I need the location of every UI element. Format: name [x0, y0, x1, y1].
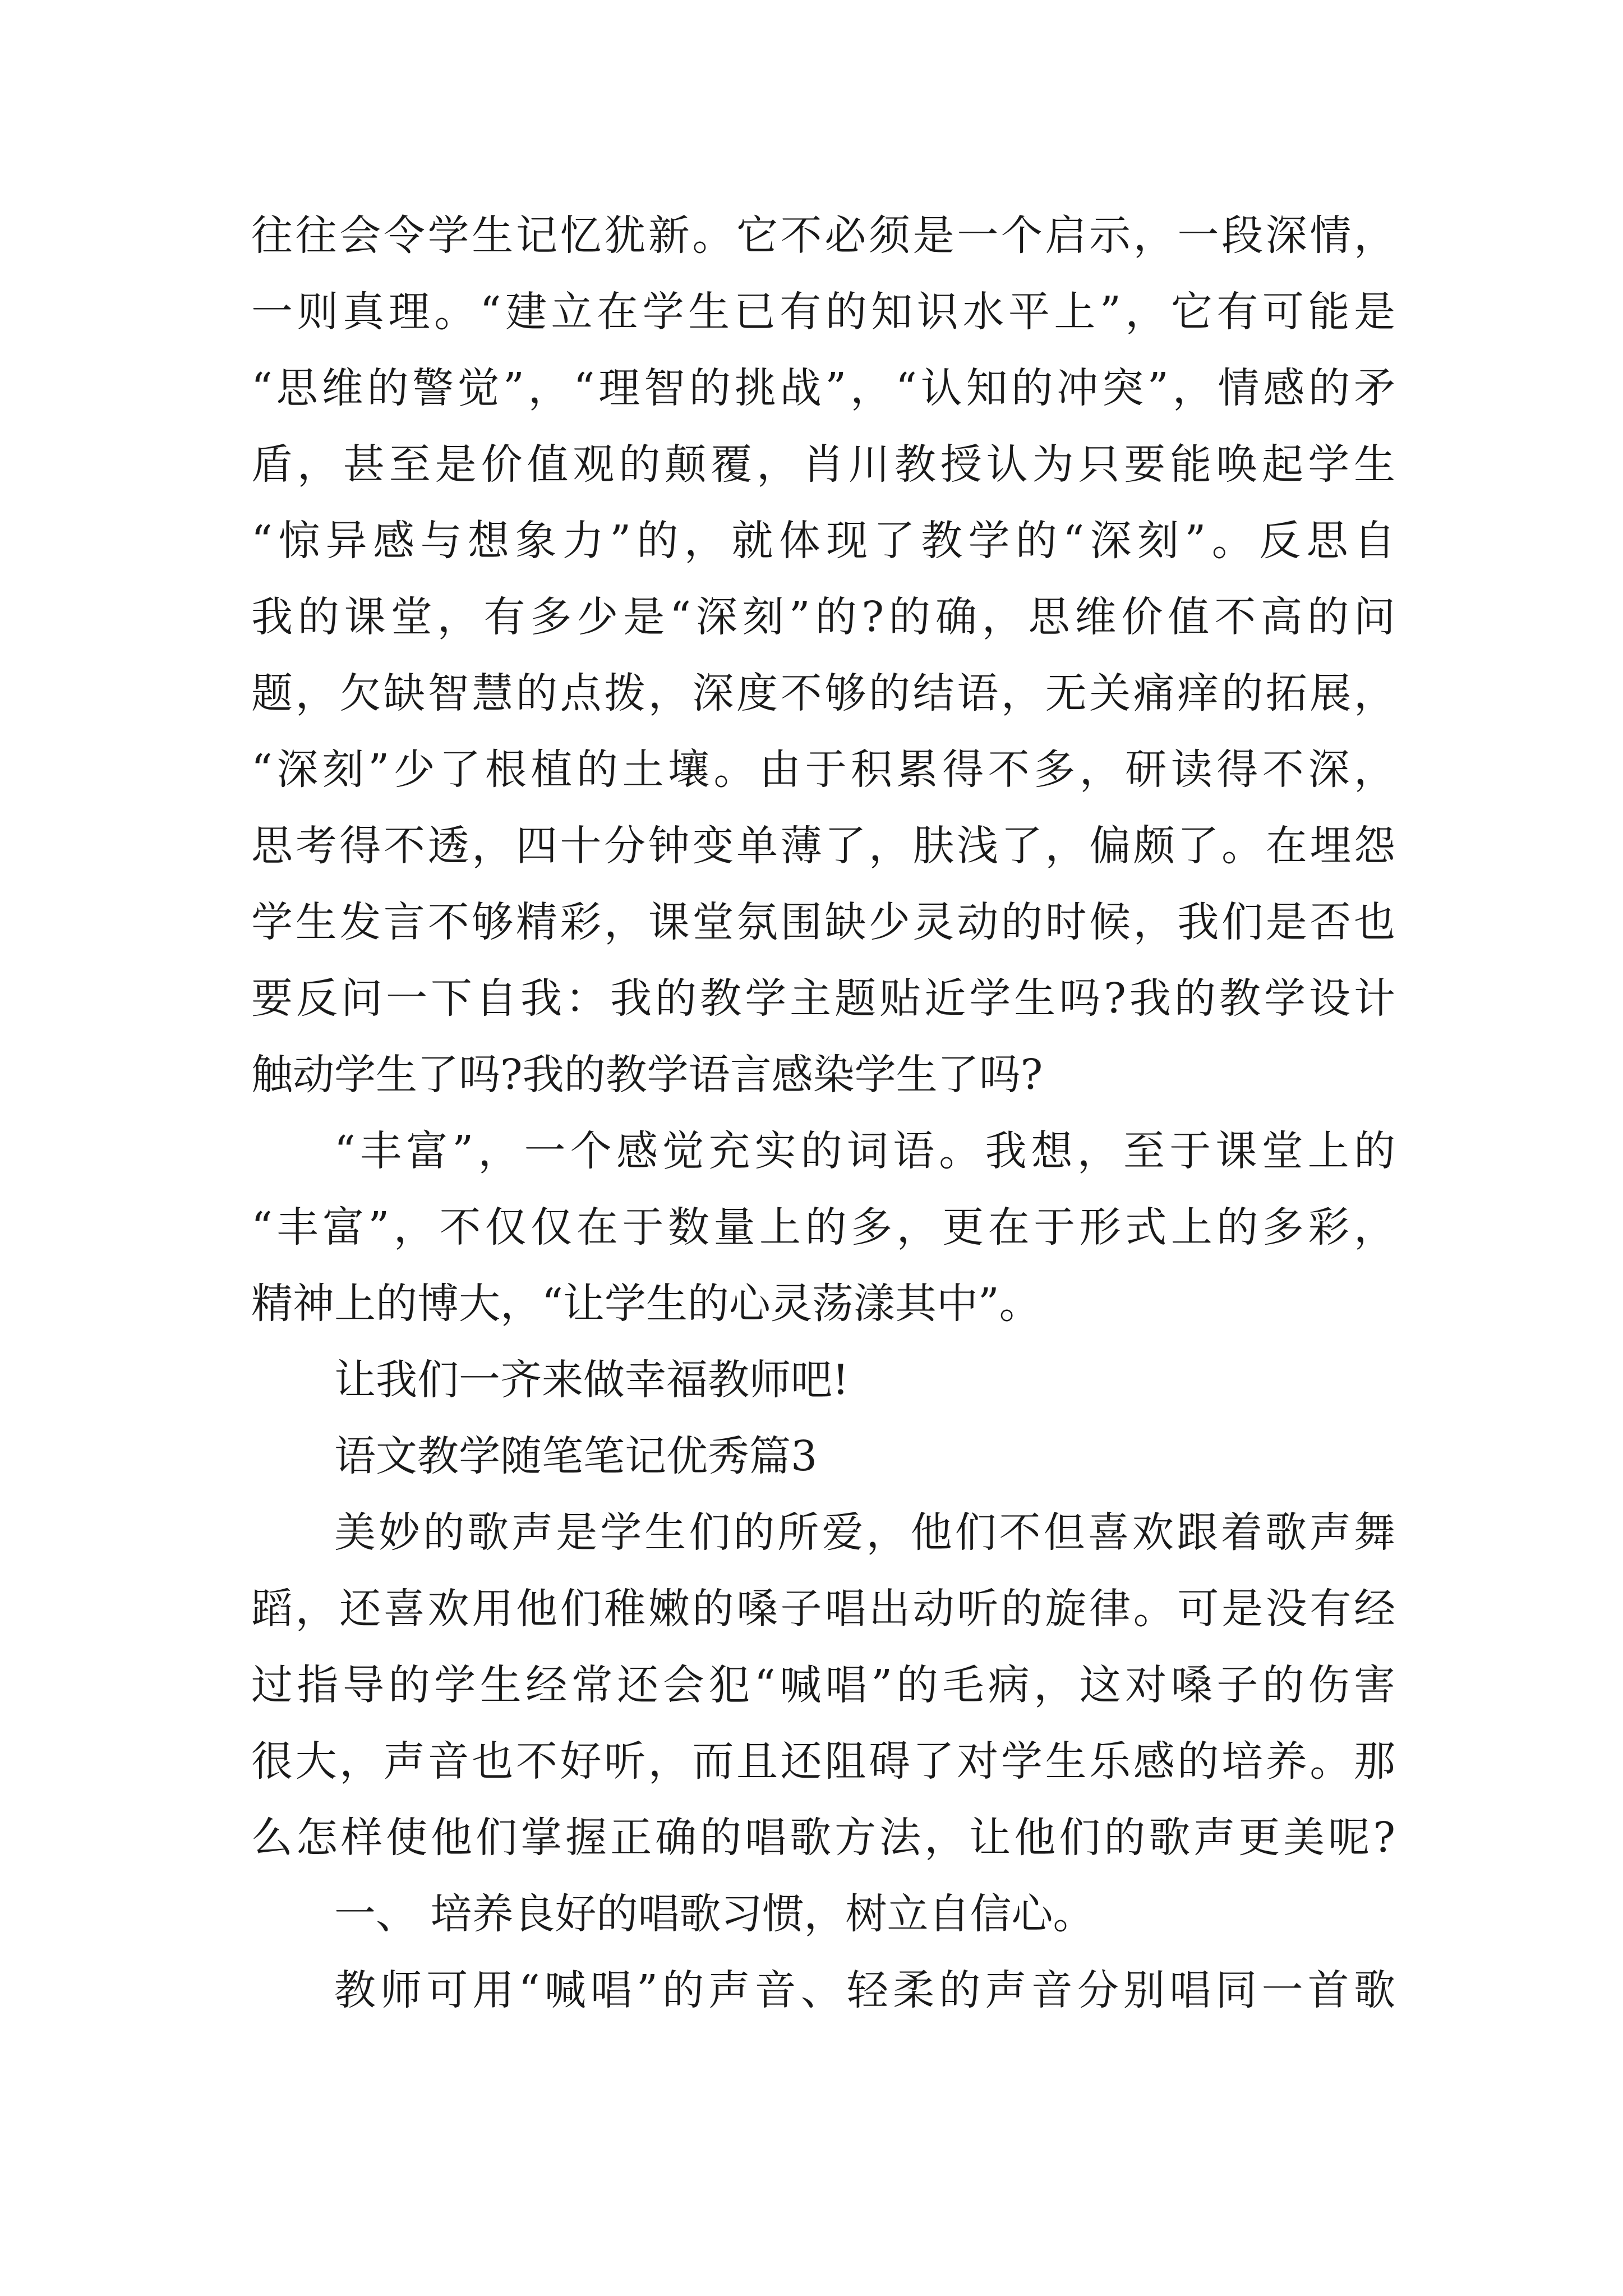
text-line: 一则真理。“建立在学生已有的知识水平上”，它有可能是	[251, 288, 1395, 336]
text-line: “丰富”，一个感觉充实的词语。我想，至于课堂上的	[334, 1127, 1395, 1175]
text-line: 让我们一齐来做幸福教师吧!	[334, 1356, 849, 1404]
text-line: 盾，甚至是价值观的颠覆，肖川教授认为只要能唤起学生	[251, 440, 1395, 489]
text-line: 么怎样使他们掌握正确的唱歌方法，让他们的歌声更美呢?	[251, 1814, 1395, 1862]
text-line: “惊异感与想象力”的，就体现了教学的“深刻”。反思自	[251, 517, 1395, 565]
text-line: 蹈，还喜欢用他们稚嫩的嗓子唱出动听的旋律。可是没有经	[251, 1585, 1395, 1633]
text-line: 触动学生了吗?我的教学语言感染学生了吗?	[251, 1051, 1043, 1099]
text-line: 教师可用“喊唱”的声音、轻柔的声音分别唱同一首歌	[334, 1966, 1395, 2014]
text-line: 要反问一下自我：我的教学主题贴近学生吗?我的教学设计	[251, 974, 1395, 1023]
text-line: 过指导的学生经常还会犯“喊唱”的毛病，这对嗓子的伤害	[251, 1661, 1395, 1709]
text-line: 语文教学随笔笔记优秀篇3	[334, 1432, 818, 1480]
text-line: 很大，声音也不好听，而且还阻碍了对学生乐感的培养。那	[251, 1737, 1395, 1786]
text-line: 精神上的博大，“让学生的心灵荡漾其中”。	[251, 1280, 1041, 1328]
text-line: “丰富”，不仅仅在于数量上的多，更在于形式上的多彩，	[251, 1203, 1395, 1251]
text-line: “深刻”少了根植的土壤。由于积累得不多，研读得不深，	[251, 746, 1395, 794]
text-line: 学生发言不够精彩，课堂氛围缺少灵动的时候，我们是否也	[251, 898, 1395, 946]
text-line: 往往会令学生记忆犹新。它不必须是一个启示，一段深情，	[251, 211, 1395, 260]
text-line: “思维的警觉”，“理智的挑战”，“认知的冲突”，情感的矛	[251, 364, 1395, 412]
text-line: 题，欠缺智慧的点拨，深度不够的结语，无关痛痒的拓展，	[251, 669, 1395, 717]
text-line: 一、 培养良好的唱歌习惯，树立自信心。	[334, 1890, 1095, 1938]
text-line: 美妙的歌声是学生们的所爱，他们不但喜欢跟着歌声舞	[334, 1508, 1395, 1557]
text-line: 思考得不透，四十分钟变单薄了，肤浅了，偏颇了。在埋怨	[251, 822, 1395, 870]
document-body	[251, 197, 1395, 2028]
text-line: 我的课堂，有多少是“深刻”的?的确，思维价值不高的问	[251, 593, 1395, 641]
